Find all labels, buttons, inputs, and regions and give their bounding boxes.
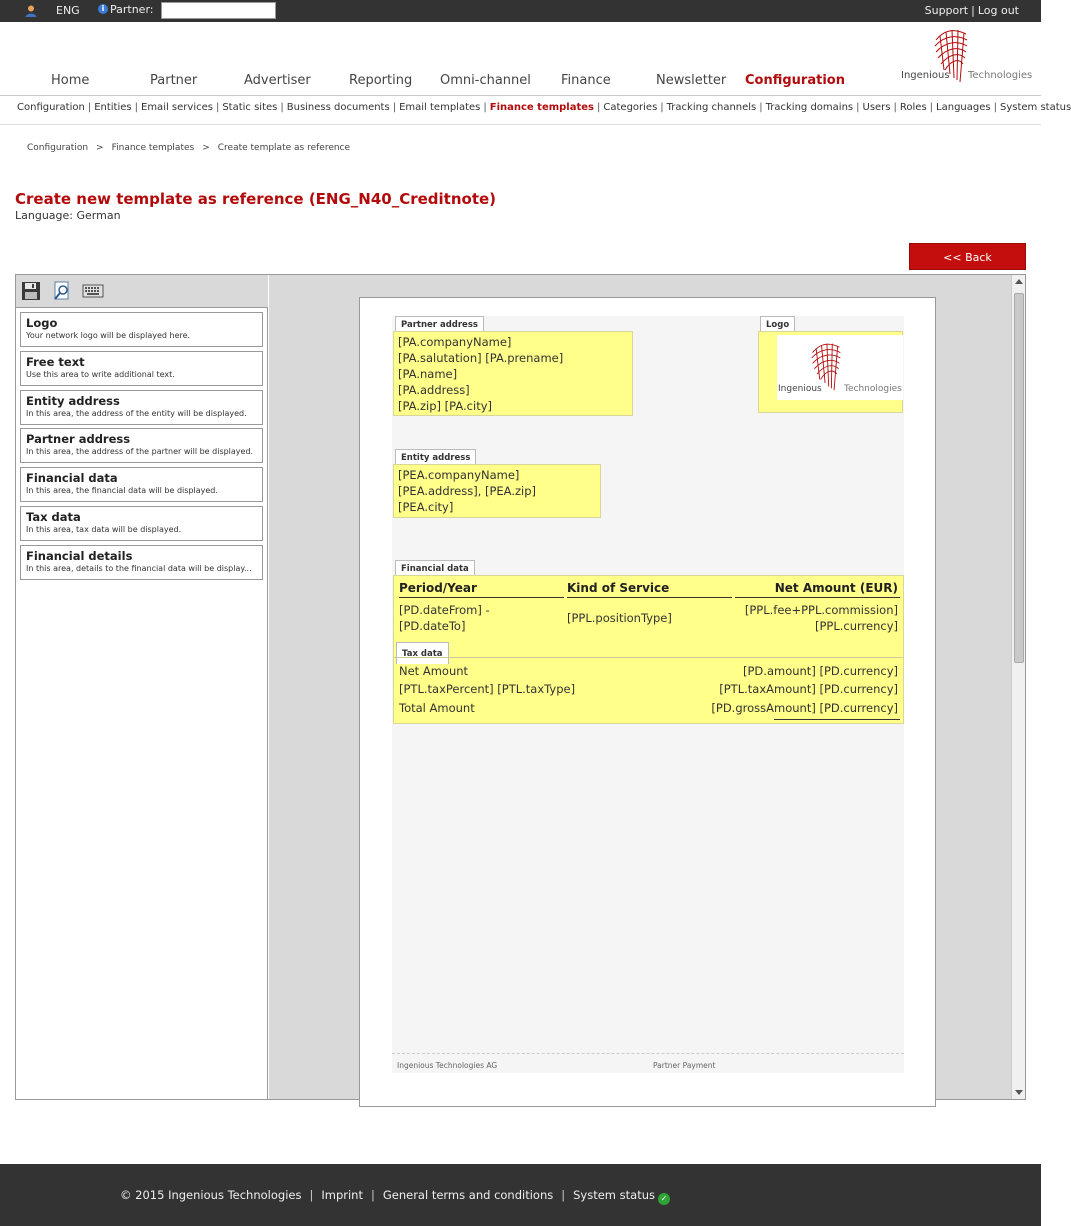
page-title: Create new template as reference (ENG_N40_Creditnote) (15, 190, 497, 208)
financial-data-tag: Financial data (395, 560, 475, 576)
page-footer: © 2015 Ingenious Technologies | Imprint | General terms and conditions | System status ✓ (0, 1164, 1041, 1226)
tax-row-value: [PD.amount] [PD.currency] (743, 664, 898, 678)
keyboard-icon[interactable] (82, 281, 104, 301)
logo-block[interactable] (758, 331, 903, 413)
tax-row-label: [PTL.taxPercent] [PTL.taxType] (399, 682, 576, 696)
system-status-link[interactable]: System status (573, 1188, 655, 1202)
partner-label: Partner: (110, 3, 154, 16)
language-selector[interactable]: ENG (56, 4, 80, 17)
nav-newsletter[interactable]: Newsletter (656, 73, 727, 88)
tax-data-block[interactable] (394, 657, 903, 724)
preview-icon[interactable] (52, 281, 72, 301)
template-footer-right: Partner Payment (653, 1061, 716, 1070)
entity-address-tag: Entity address (395, 449, 476, 465)
copyright: © 2015 Ingenious Technologies (120, 1188, 302, 1202)
tax-data-tag: Tax data (396, 642, 449, 664)
template-page (359, 297, 936, 1107)
nav-partner[interactable]: Partner (150, 73, 198, 88)
widget-logo[interactable]: Logo Your network logo will be displayed here. (20, 312, 263, 347)
subnav-system-status[interactable]: System status (999, 102, 1071, 113)
subnav-roles[interactable]: Roles (899, 102, 927, 113)
breadcrumb-current: Create template as reference (217, 143, 351, 153)
top-bar (0, 0, 1041, 22)
header-period-year: Period/Year (399, 581, 477, 595)
widget-free-text[interactable]: Free text Use this area to write additional text. (20, 351, 263, 386)
template-editor (15, 274, 1026, 1100)
page-subtitle: Language: German (15, 209, 121, 222)
widget-financial-data[interactable]: Financial data In this area, the financial data will be displayed. (20, 467, 263, 502)
subnav-tracking-channels[interactable]: Tracking channels (666, 102, 757, 113)
template-footer-left: Ingenious Technologies AG (397, 1061, 498, 1070)
widget-tax-data[interactable]: Tax data In this area, tax data will be displayed. (20, 506, 263, 541)
support-link[interactable]: Support (924, 4, 969, 17)
subnav-tracking-domains[interactable]: Tracking domains (765, 102, 854, 113)
scroll-down-icon[interactable] (1015, 1090, 1023, 1095)
main-navigation (0, 22, 1041, 96)
footer-divider (392, 1053, 904, 1054)
editor-toolbar (16, 275, 268, 308)
total-underline (774, 719, 900, 720)
subnav-languages[interactable]: Languages (936, 102, 991, 113)
nav-reporting[interactable]: Reporting (349, 73, 413, 88)
subnav-entities[interactable]: Entities (94, 102, 132, 113)
brand-name-primary: Ingenious (901, 70, 950, 81)
back-button[interactable]: << Back (909, 243, 1026, 270)
tax-row-value: [PD.grossAmount] [PD.currency] (711, 701, 898, 715)
header-kind-of-service: Kind of Service (567, 581, 670, 595)
info-icon: i (98, 4, 108, 14)
subnav-finance-templates[interactable]: Finance templates (489, 102, 595, 113)
widget-entity-address[interactable]: Entity address In this area, the address of the entity will be displayed. (20, 390, 263, 425)
sub-navigation: Configuration | Entities | Email services | Static sites | Business documents | Email templates | Finance templates | Categories | Tracking channels | Tracking domains | Users | Roles | Languages | System status (0, 97, 1041, 125)
scroll-thumb[interactable] (1014, 293, 1024, 663)
template-page-body (392, 316, 904, 1073)
partner-address-tag: Partner address (395, 316, 484, 332)
canvas-scrollbar[interactable] (1011, 275, 1025, 1099)
widget-partner-address[interactable]: Partner address In this area, the address of the partner will be displayed. (20, 428, 263, 463)
row-period: [PD.dateFrom] - [PD.dateTo] (399, 603, 490, 633)
partner-address-block[interactable]: [PA.companyName] [PA.salutation] [PA.prename] [PA.name] [PA.address] [PA.zip] [PA.city] (393, 331, 633, 416)
logo-tag: Logo (760, 316, 795, 332)
nav-omni-channel[interactable]: Omni-channel (440, 73, 531, 88)
subnav-categories[interactable]: Categories (603, 102, 658, 113)
scroll-up-icon[interactable] (1015, 279, 1023, 284)
row-service: [PPL.positionType] (567, 611, 672, 625)
imprint-link[interactable]: Imprint (321, 1188, 363, 1202)
nav-advertiser[interactable]: Advertiser (244, 73, 311, 88)
breadcrumb-configuration[interactable]: Configuration (27, 143, 89, 153)
brand-logo[interactable] (900, 26, 1033, 88)
tax-row-value: [PTL.taxAmount] [PD.currency] (719, 682, 898, 696)
subnav-business-documents[interactable]: Business documents (286, 102, 390, 113)
network-logo: Ingenious Technologies (777, 335, 903, 400)
subnav-configuration[interactable]: Configuration (17, 102, 85, 113)
row-amount: [PPL.fee+PPL.commission] [PPL.currency] (744, 603, 898, 633)
nav-finance[interactable]: Finance (561, 73, 611, 88)
entity-address-block[interactable]: [PEA.companyName] [PEA.address], [PEA.zip] [PEA.city] (393, 464, 601, 518)
save-icon[interactable] (21, 281, 41, 301)
terms-link[interactable]: General terms and conditions (382, 1188, 554, 1202)
tax-row-label: Total Amount (399, 701, 475, 715)
subnav-users[interactable]: Users (862, 102, 891, 113)
divider: | (971, 4, 975, 17)
breadcrumb-finance-templates[interactable]: Finance templates (111, 143, 195, 153)
breadcrumb: Configuration > Finance templates > Create template as reference (27, 143, 351, 153)
subnav-email-templates[interactable]: Email templates (399, 102, 481, 113)
template-canvas (269, 275, 1011, 1099)
subnav-email-services[interactable]: Email services (141, 102, 213, 113)
brand-name-secondary: Technologies (968, 70, 1033, 81)
nav-configuration[interactable]: Configuration (745, 73, 845, 88)
account-links (925, 4, 1019, 17)
partner-search-input[interactable] (161, 2, 276, 19)
user-icon[interactable] (24, 4, 38, 18)
logout-link[interactable]: Log out (977, 4, 1019, 17)
header-net-amount: Net Amount (EUR) (774, 581, 898, 595)
financial-data-block[interactable] (393, 575, 904, 724)
widget-financial-details[interactable]: Financial details In this area, details to the financial data will be display... (20, 545, 263, 580)
nav-home[interactable]: Home (51, 73, 90, 88)
tax-row-label: Net Amount (399, 664, 469, 678)
widget-sidebar (16, 275, 268, 1099)
subnav-static-sites[interactable]: Static sites (222, 102, 278, 113)
status-ok-icon: ✓ (658, 1193, 670, 1205)
